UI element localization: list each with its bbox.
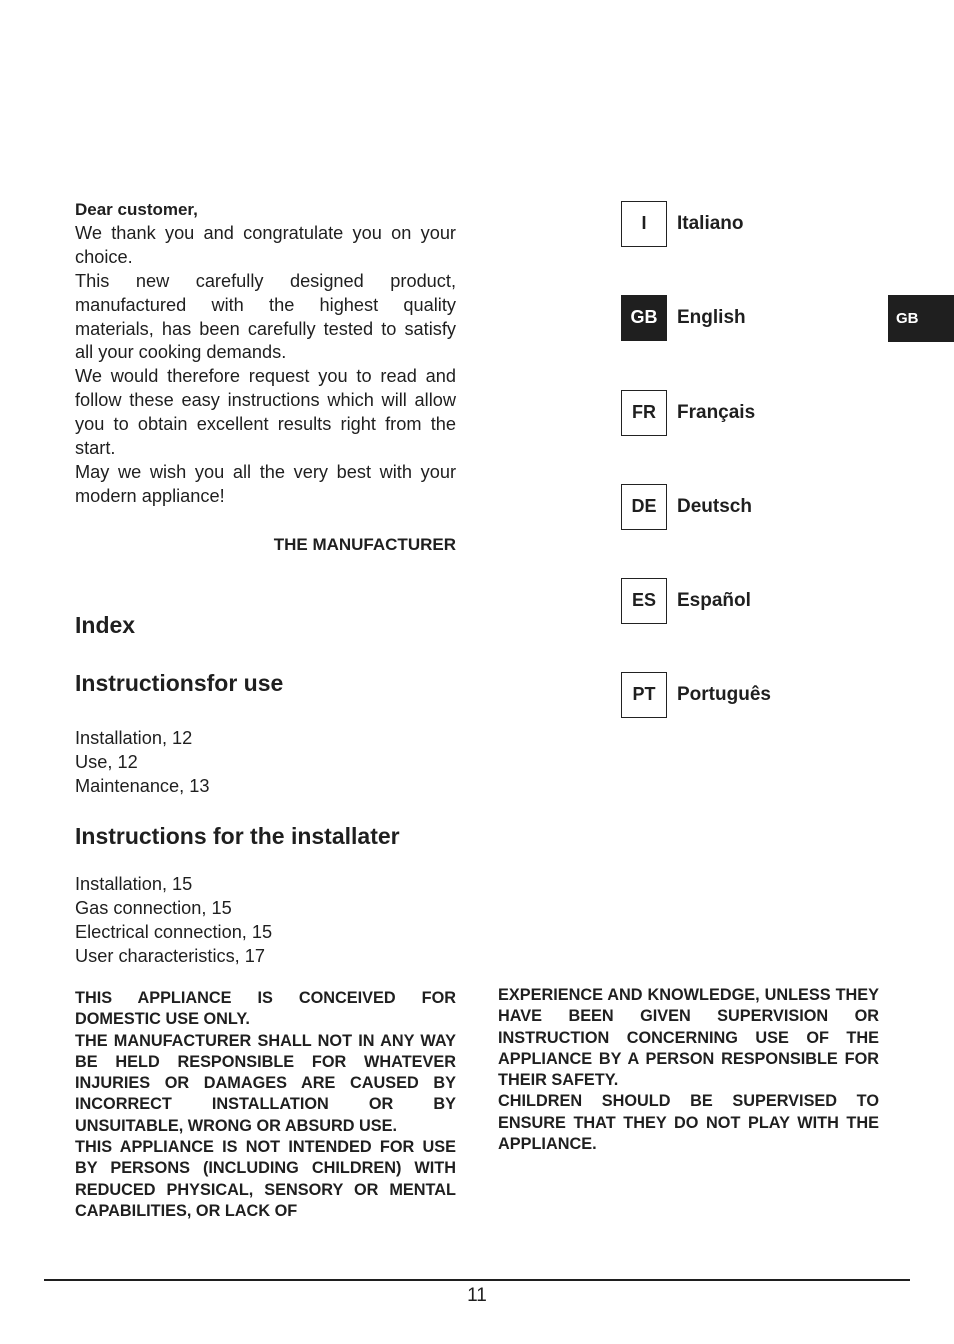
- intro-letter: [75, 198, 456, 557]
- section-side-tab: GB: [888, 295, 954, 342]
- toc-item: User characteristics, 17: [75, 946, 266, 966]
- warning-paragraph: THIS APPLIANCE IS NOT INTENDED FOR USE BY PERSONS (INCLUDING CHILDREN) WITH REDUCED PHYSICAL, SENSORY OR MENTAL CAPABILITIES, OR LACK OF: [75, 1138, 456, 1220]
- warning-paragraph: THIS APPLIANCE IS CONCEIVED FOR DOMESTIC USE ONLY.: [75, 989, 456, 1029]
- language-code: DE: [621, 484, 667, 530]
- safety-warning-left: [75, 988, 456, 1222]
- toc-item: Installation, 15: [75, 874, 193, 894]
- intro-paragraph-2: This new carefully designed product, manufactured with the highest quality materials, has been carefully tested to satisfy all your cooking demands.: [75, 270, 456, 363]
- footer-divider: [44, 1279, 910, 1281]
- toc-item: Installation, 12: [75, 728, 193, 748]
- safety-warning-right: [498, 985, 879, 1155]
- use-section-title: Instructionsfor use: [75, 670, 284, 696]
- greeting: Dear customer,: [75, 200, 198, 219]
- language-code: GB: [621, 295, 667, 341]
- language-name: Español: [677, 589, 751, 611]
- warning-paragraph: CHILDREN SHOULD BE SUPERVISED TO ENSURE THAT THEY DO NOT PLAY WITH THE APPLIANCE.: [498, 1092, 879, 1154]
- language-item-deutsch[interactable]: [621, 483, 752, 530]
- page-number: 11: [467, 1285, 487, 1306]
- language-name: English: [677, 306, 746, 328]
- warning-paragraph: THE MANUFACTURER SHALL NOT IN ANY WAY BE HELD RESPONSIBLE FOR WHATEVER INJURIES OR DAMAGES ARE CAUSED BY INCORRECT INSTALLATION OR BY UNSUITABLE, WRONG OR ABSURD USE.: [75, 1031, 456, 1135]
- language-code: PT: [621, 672, 667, 718]
- warning-paragraph: EXPERIENCE AND KNOWLEDGE, UNLESS THEY HAVE BEEN GIVEN SUPERVISION OR INSTRUCTION CONCERNING USE OF THE APPLIANCE BY A PERSON RESPONSIBLE FOR THEIR SAFETY.: [498, 986, 879, 1090]
- intro-paragraph-1: We thank you and congratulate you on your choice.: [75, 222, 456, 267]
- language-item-english[interactable]: [621, 294, 746, 341]
- toc-item: Maintenance, 13: [75, 776, 210, 796]
- language-item-espanol[interactable]: [621, 577, 751, 624]
- intro-paragraph-3: We would therefore request you to read and follow these easy instructions which will allow you to obtain excellent results right from the start.: [75, 366, 456, 459]
- signature: THE MANUFACTURER: [273, 534, 456, 554]
- toc-item: Use, 12: [75, 752, 138, 772]
- language-item-francais[interactable]: [621, 389, 755, 436]
- language-code: I: [621, 201, 667, 247]
- language-name: Português: [677, 683, 771, 705]
- installer-section-title: Instructions for the installater: [75, 823, 400, 849]
- language-name: Italiano: [677, 212, 744, 234]
- language-item-italiano[interactable]: [621, 200, 744, 247]
- language-code: ES: [621, 578, 667, 624]
- language-name: Deutsch: [677, 495, 752, 517]
- installer-toc-list: [75, 872, 272, 968]
- toc-item: Gas connection, 15: [75, 898, 232, 918]
- language-code: FR: [621, 390, 667, 436]
- language-item-portugues[interactable]: [621, 671, 771, 718]
- intro-paragraph-4: May we wish you all the very best with your modern appliance!: [75, 461, 456, 506]
- toc-item: Electrical connection, 15: [75, 922, 273, 942]
- index-title: Index: [75, 612, 136, 638]
- language-name: Français: [677, 401, 756, 423]
- use-toc-list: [75, 726, 209, 798]
